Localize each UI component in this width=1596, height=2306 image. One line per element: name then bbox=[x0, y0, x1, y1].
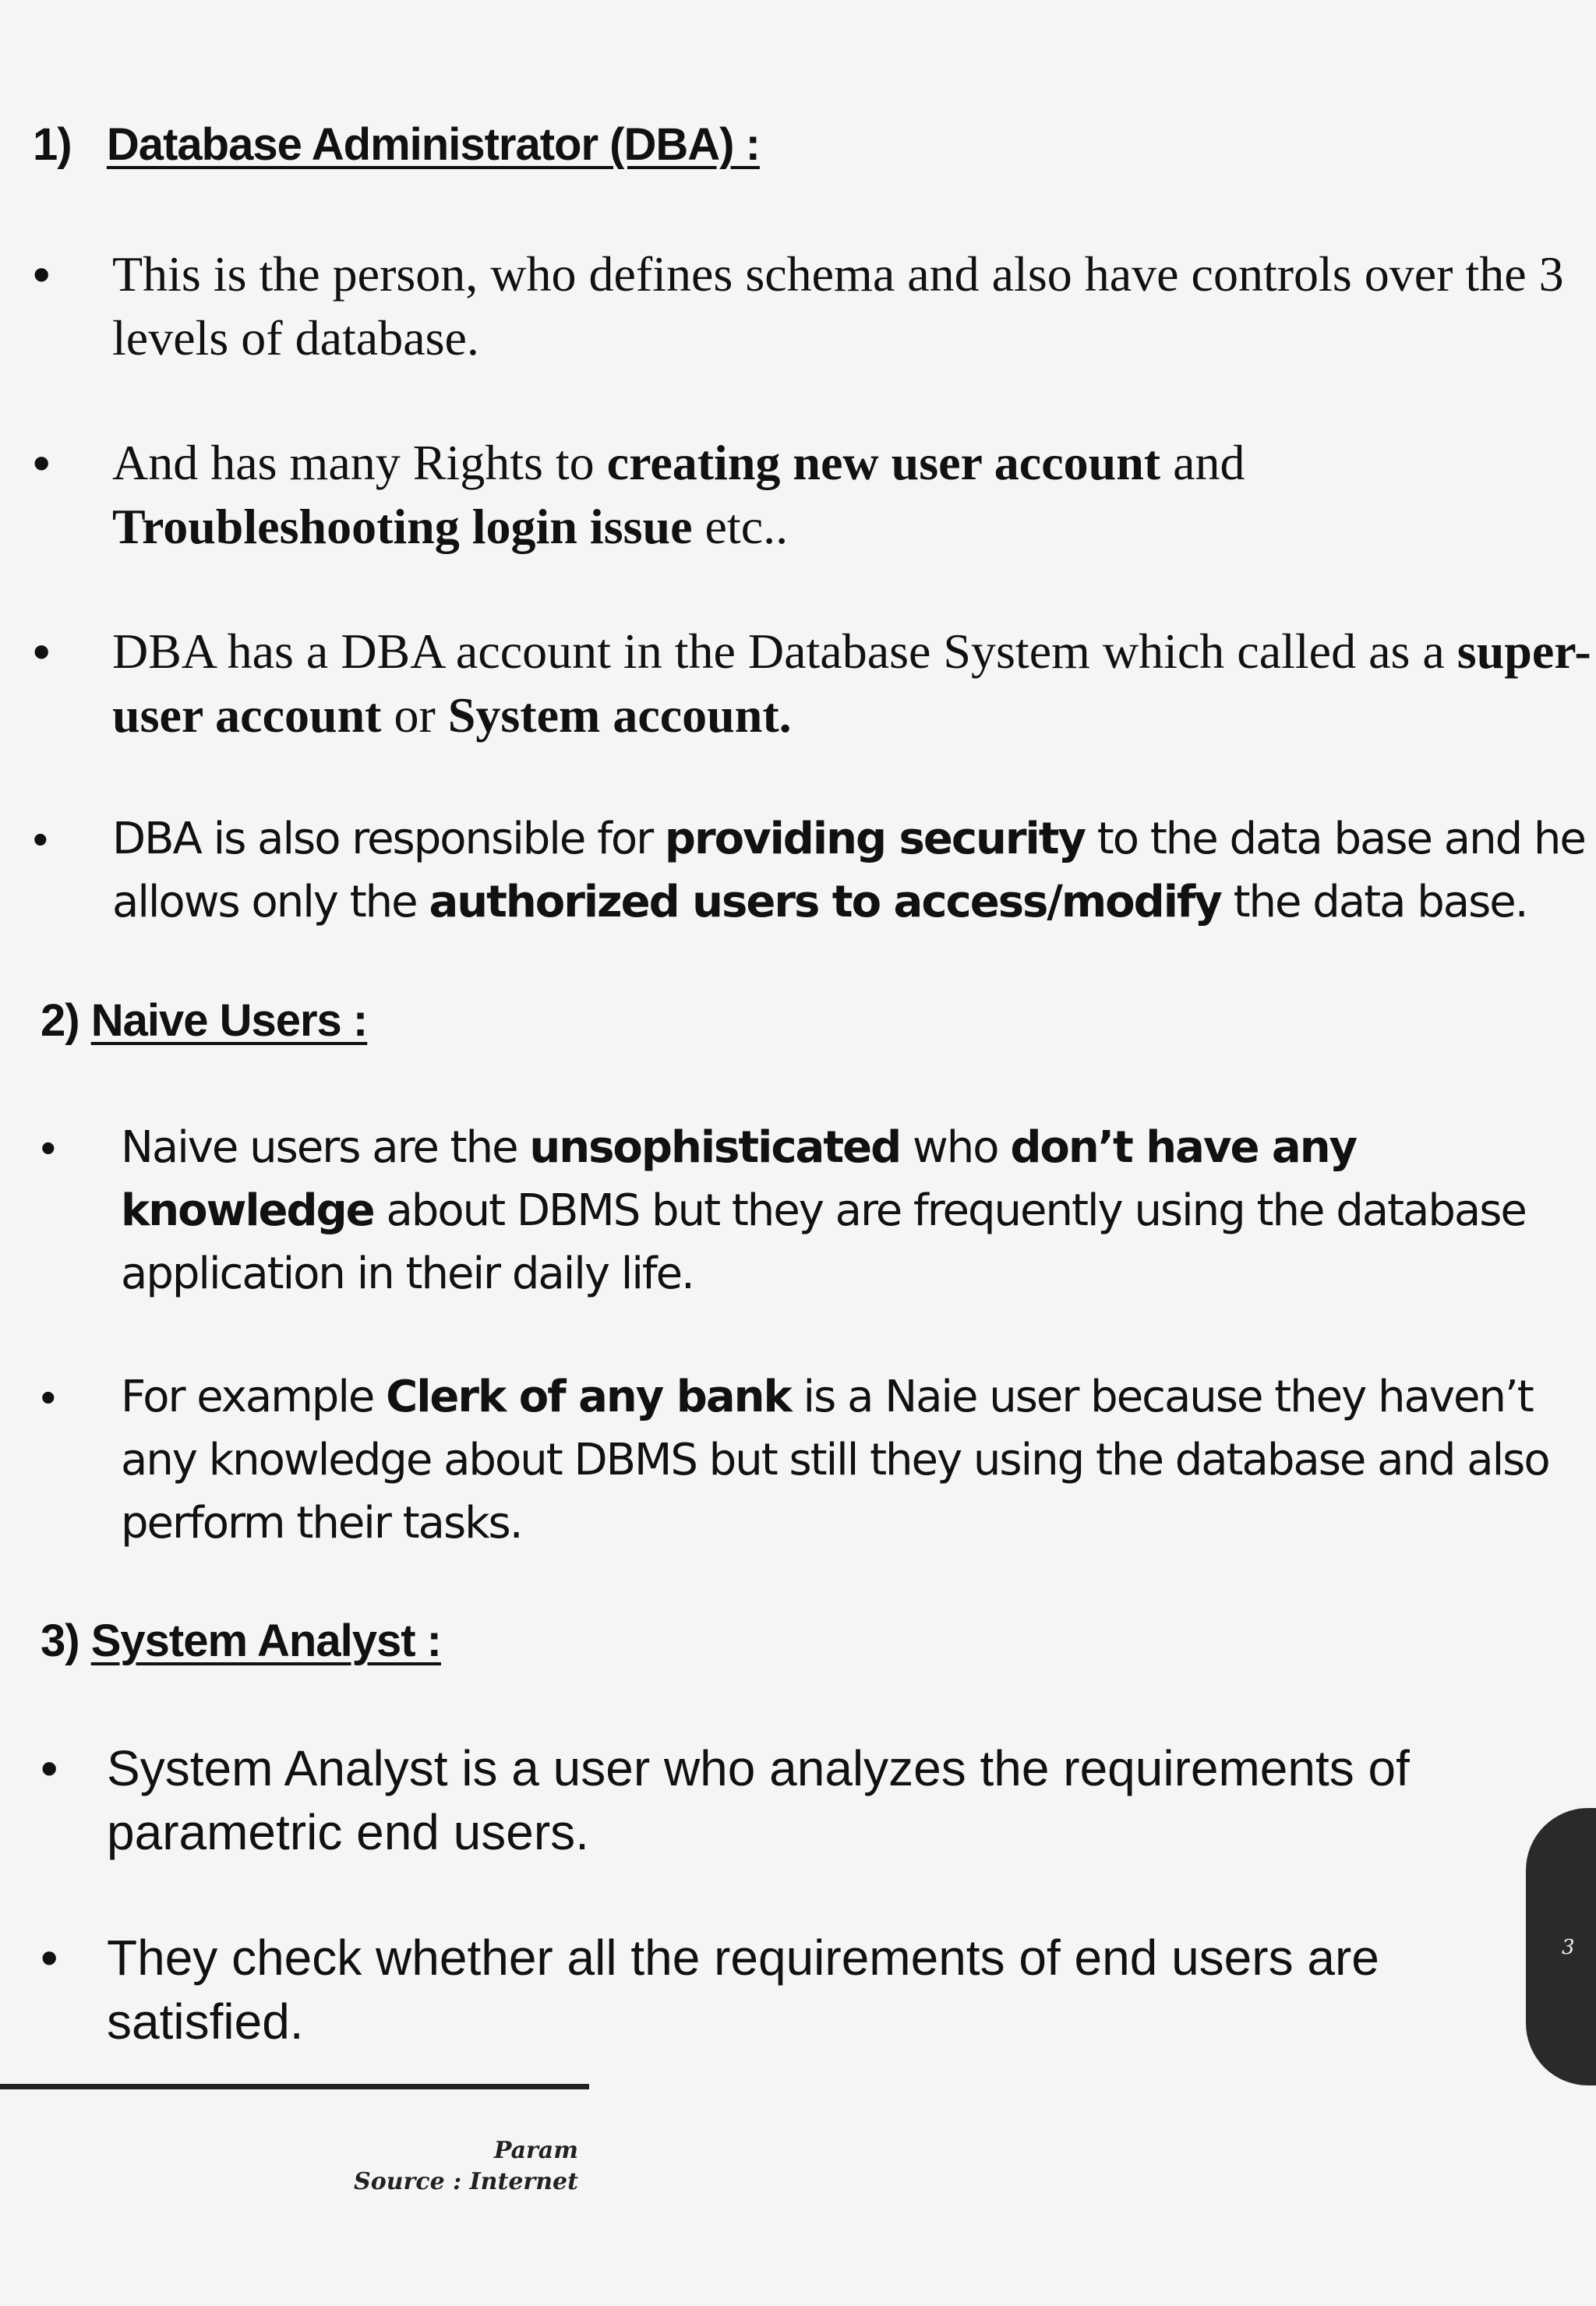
section-1-title: Database Administrator (DBA) : bbox=[106, 119, 760, 170]
section-3-heading bbox=[41, 1615, 441, 1667]
bullet-text bbox=[121, 1365, 1586, 1555]
bullet-text-run: For example bbox=[121, 1372, 387, 1422]
bullet-text-run: DBA has a DBA account in the Database System which called as a bbox=[112, 623, 1457, 679]
section-3-number: 3) bbox=[41, 1616, 79, 1666]
bullet-text-bold: creating new user account bbox=[606, 435, 1161, 490]
bullet-icon: • bbox=[41, 1740, 58, 1796]
bullet-icon: • bbox=[33, 623, 51, 680]
bullet-icon: • bbox=[33, 435, 51, 491]
bullet-text-run: DBA is also responsible for bbox=[112, 814, 665, 864]
bullet-text bbox=[112, 807, 1593, 934]
bullet-text-run: System Analyst is a user who analyzes the requirements of parametric end users. bbox=[107, 1740, 1410, 1860]
bullet-text-bold: System account. bbox=[447, 687, 792, 743]
bullet-text-bold: Clerk of any bank bbox=[386, 1372, 791, 1422]
bullet-text-bold: don’t have any knowledge bbox=[121, 1122, 1357, 1236]
bullet-text-run: And has many Rights to bbox=[112, 435, 607, 490]
bullet-text-run: etc.. bbox=[692, 499, 789, 554]
section-2-heading bbox=[41, 994, 367, 1047]
bullet-icon: • bbox=[33, 246, 51, 302]
page-number: 3 bbox=[1562, 1936, 1575, 1959]
bullet-text-run: They check whether all the requirements of end users are satisfied. bbox=[107, 1930, 1379, 2050]
bullet-text-bold: Troubleshooting login issue bbox=[112, 499, 693, 554]
bullet-text-run: Naive users are the bbox=[121, 1122, 530, 1173]
footer bbox=[354, 2135, 578, 2198]
section-2-number: 2) bbox=[41, 995, 79, 1046]
bullet-text bbox=[112, 620, 1593, 747]
bullet-text-run: This is the person, who defines schema and also have controls over the 3 levels of database. bbox=[112, 246, 1564, 365]
bullet-text-run: to the data base and he allows only the bbox=[112, 814, 1585, 927]
section-2-title: Naive Users : bbox=[90, 995, 368, 1046]
footer-source: Source : Internet bbox=[354, 2168, 578, 2195]
page-number-tab bbox=[1526, 1808, 1596, 2085]
bullet-text-bold: unsophisticated bbox=[529, 1122, 901, 1173]
bullet-text-run: the data base. bbox=[1220, 877, 1527, 927]
bullet-text-run: who bbox=[900, 1122, 1011, 1173]
bullet-text bbox=[112, 431, 1390, 559]
bullet-text-bold: providing security bbox=[664, 814, 1085, 864]
bullet-text bbox=[107, 1736, 1541, 1864]
section-1-number: 1) bbox=[33, 119, 72, 170]
bullet-text bbox=[112, 242, 1577, 370]
bullet-text-run: about DBMS but they are frequently using the database application in their daily life. bbox=[121, 1185, 1526, 1299]
bullet-icon: • bbox=[41, 1123, 55, 1172]
section-1-heading bbox=[33, 118, 760, 171]
bullet-text-bold: authorized users to access/modify bbox=[429, 877, 1221, 927]
bullet-text-run: is a Naie user because they haven’t any knowledge about DBMS but still they using the database and also perform their tasks. bbox=[121, 1372, 1549, 1549]
bullet-text bbox=[107, 1926, 1502, 2054]
bullet-text bbox=[121, 1116, 1586, 1305]
divider bbox=[0, 2084, 589, 2089]
bullet-text-bold: super-user account bbox=[112, 623, 1591, 743]
footer-author: Param bbox=[493, 2137, 578, 2164]
bullet-text-run: or bbox=[381, 687, 448, 743]
bullet-text-run: and bbox=[1160, 435, 1245, 490]
bullet-icon: • bbox=[41, 1372, 55, 1421]
bullet-icon: • bbox=[33, 814, 47, 863]
bullet-icon: • bbox=[41, 1930, 58, 1986]
section-3-title: System Analyst : bbox=[90, 1616, 441, 1666]
